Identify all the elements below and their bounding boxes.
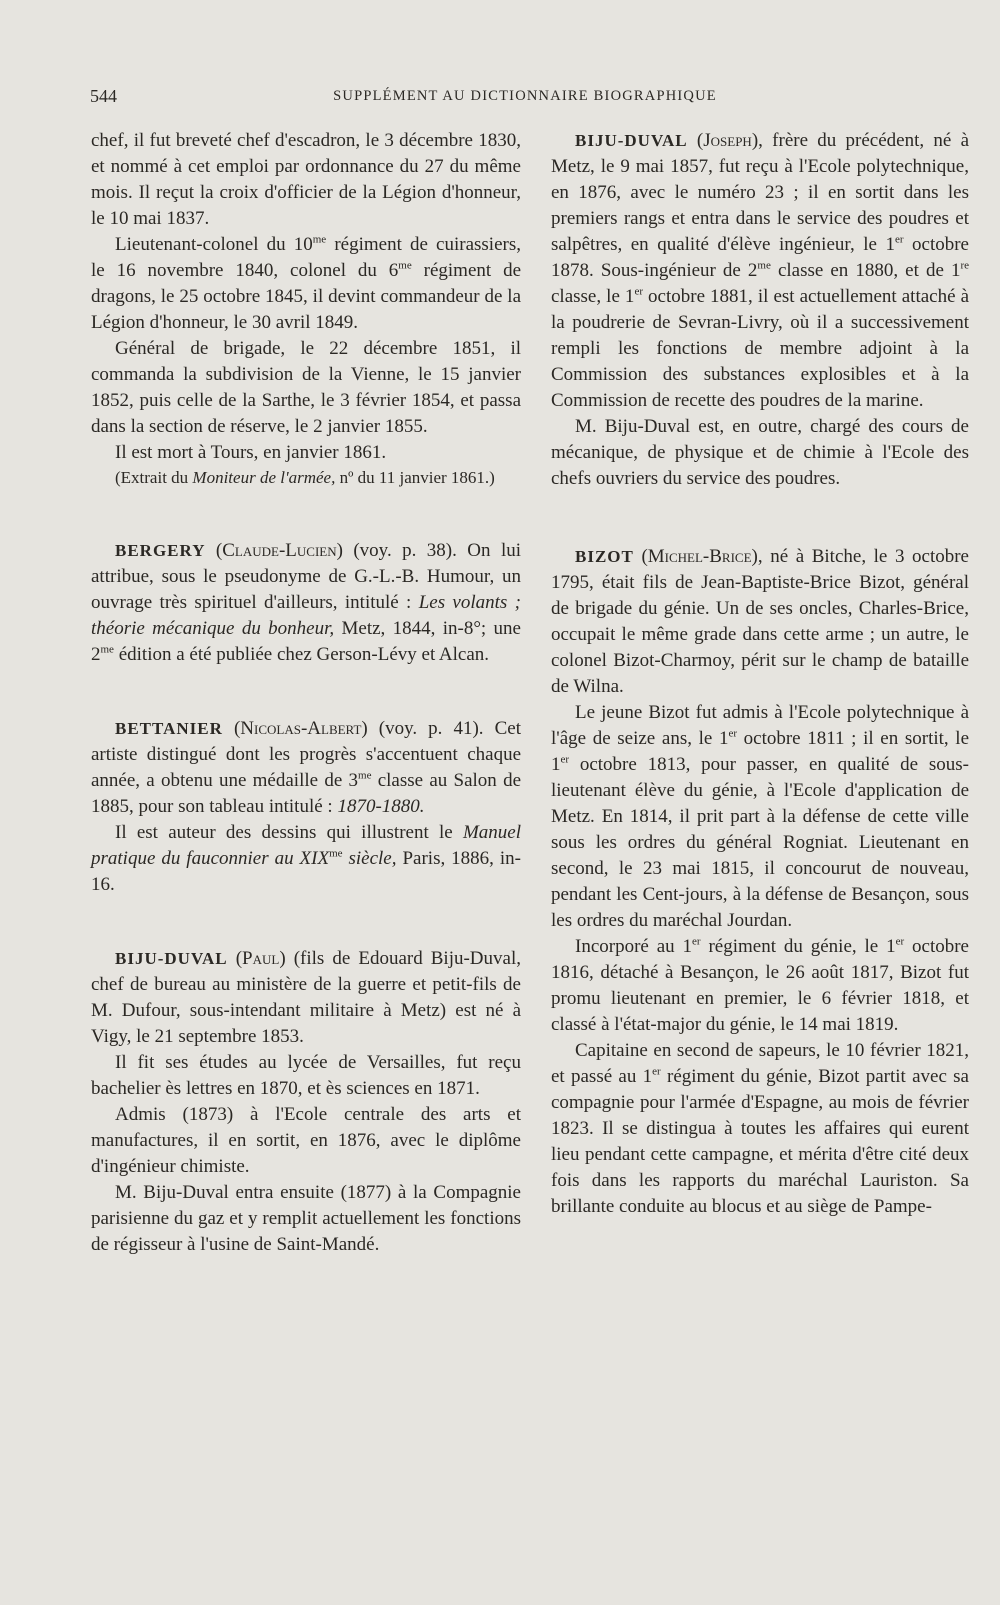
citation: (Extrait du Moniteur de l'armée, nº du 11 janvier 1861.) <box>115 468 495 487</box>
paragraph: Il est auteur des dessins qui illustrent le Manuel pratique du fauconnier au $XIX^{me}$ siècle, Paris, 1886, in-16. <box>91 822 521 895</box>
left-column <box>91 128 521 1258</box>
paragraph: Incorporé au 1er régiment du génie, le 1er octobre 1816, détaché à Besançon, le 26 août 1817, Bizot fut promu lieutenant en premier, le 6 février 1818, et classé à l'état-major du génie, le 14 mai 1819. <box>551 935 969 1035</box>
paragraph: M. Biju-Duval est, en outre, chargé des cours de mécanique, de physique et de chimie à l'Ecole des chefs ouvriers du service des poudres. <box>551 416 969 489</box>
entry-headword: BIJU-DUVAL <box>115 949 228 968</box>
paragraph: chef, il fut breveté chef d'escadron, le 3 décembre 1830, et nommé à cet emploi par ordonnance du 27 du même mois. Il reçut la croix d'officier de la Légion d'honneur, le 10 mai 1837. <box>91 130 521 229</box>
paragraph: Il est mort à Tours, en janvier 1861. <box>115 442 387 463</box>
right-column <box>551 128 969 1220</box>
paragraph: Admis (1873) à l'Ecole centrale des arts et manufactures, il en sortit, en 1876, avec le diplôme d'ingénieur chimiste. <box>91 1104 521 1177</box>
paragraph: Capitaine en second de sapeurs, le 10 février 1821, et passé au 1er régiment du génie, Bizot partit avec sa compagnie pour l'armée d'Espagne, au mois de février 1823. Il se distingua à toutes les affaires qui eurent lieu pendant cette campagne, et mérita d'être cité deux fois dans les rapports du maréchal Lauriston. Sa brillante conduite au blocus et au siège de Pampe- <box>551 1040 969 1217</box>
paragraph: Lieutenant-colonel du $10^{me}$ régiment de cuirassiers, le 16 novembre 1840, colonel du $6^{me}$ régiment de dragons, le 25 octobre 1845, il devint commandeur de la Légion d'honneur, le 30 avril 1849. <box>91 233 522 333</box>
entry-bergery: BERGERY (Claude-Lucien) (voy. p. 38). On lui attribue, sous le pseudonyme de G.-L.-B. Humour, un ouvrage très spirituel d'ailleurs, intitulé : Les volants ; théorie mécanique du bonheur, Metz, 1844, in-8°; une $2^{me}$ édition a été publiée chez Gerson-Lévy et Alcan. <box>91 540 521 665</box>
entry-headword: BETTANIER <box>115 719 223 738</box>
paragraph: Il fit ses études au lycée de Versailles, fut reçu bachelier ès lettres en 1870, et ès sciences en 1871. <box>91 1052 521 1099</box>
entry-headword: BIJU-DUVAL <box>575 131 688 150</box>
page-number: 544 <box>90 86 117 106</box>
paragraph: Le jeune Bizot fut admis à l'Ecole polytechnique à l'âge de seize ans, le 1er octobre 1811 ; il en sortit, le 1er octobre 1813, pour passer, en qualité de sous-lieutenant élève du génie, à l'Ecole d'application de Metz. En 1814, il prit part à la défense de cette ville sous les ordres du général Rogniat. Lieutenant en second, le 23 mai 1815, il concourut de nouveau, pendant les Cent-jours, à la défense de Besançon, sous les ordres du maréchal Jourdan. <box>551 702 970 931</box>
paragraph: M. Biju-Duval entra ensuite (1877) à la Compagnie parisienne du gaz et y remplit actuellement les fonctions de régisseur à l'usine de Saint-Mandé. <box>91 1182 521 1255</box>
entry-bettanier: BETTANIER (Nicolas-Albert) (voy. p. 41). Cet artiste distingué dont les progrès s'accentuent chaque année, a obtenu une médaille de $3^{me}$ classe au Salon de 1885, pour son tableau intitulé : 1870-1880. <box>91 718 521 817</box>
paragraph: Général de brigade, le 22 décembre 1851, il commanda la subdivision de la Vienne, le 15 janvier 1852, puis celle de la Sarthe, le 3 février 1854, et passa dans la section de réserve, le 2 janvier 1855. <box>91 338 521 437</box>
entry-biju-duval-paul: BIJU-DUVAL (Paul) (fils de Edouard Biju-Duval, chef de bureau au ministère de la guerre et petit-fils de M. Dufour, sous-intendant militaire à Metz) est né à Vigy, le 21 septembre 1853. <box>91 948 521 1047</box>
entry-headword: BIZOT <box>575 547 634 566</box>
entry-headword: BERGERY <box>115 541 206 560</box>
entry-biju-duval-joseph: BIJU-DUVAL (Joseph), frère du précédent, né à Metz, le 9 mai 1857, fut reçu à l'Ecole polytechnique, en 1876, avec le numéro 23 ; il en sortit dans les premiers rangs et entra dans le service des poudres et salpêtres, en qualité d'élève ingénieur, le 1er octobre 1878. Sous-ingénieur de $2^{me}$ classe en 1880, et de 1re classe, le 1er octobre 1881, il est actuellement attaché à la poudrerie de Sevran-Livry, où il a successivement rempli les fonctions de membre adjoint à la Commission des substances explosibles et à la Commission de recette des poudres de la marine. <box>551 130 970 411</box>
running-header <box>90 86 960 110</box>
entry-bizot: BIZOT (Michel-Brice), né à Bitche, le 3 octobre 1795, était fils de Jean-Baptiste-Brice Bizot, général de brigade du génie. Un de ses oncles, Charles-Brice, occupait le même grade dans cette arme ; un autre, le colonel Bizot-Charmoy, périt sur le champ de bataille de Wilna. <box>551 546 969 697</box>
running-title: SUPPLÉMENT AU DICTIONNAIRE BIOGRAPHIQUE <box>333 88 717 104</box>
